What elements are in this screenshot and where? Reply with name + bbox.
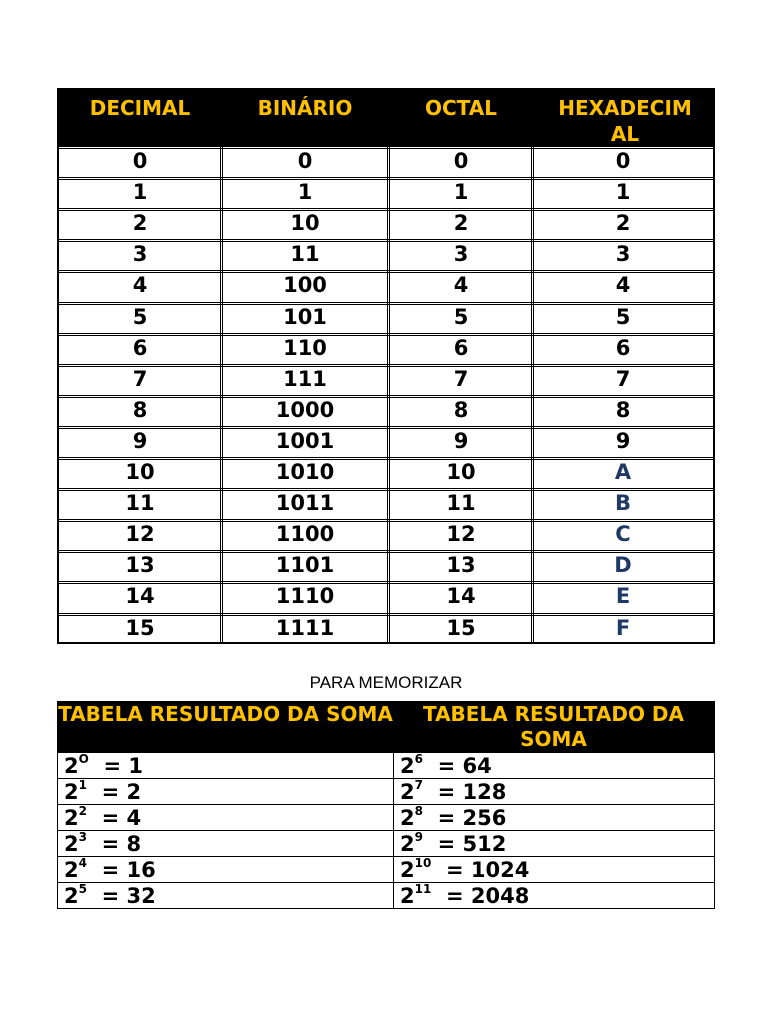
octal-cell: 15 [446, 615, 476, 640]
decimal-cell: 9 [132, 428, 148, 453]
power-base: 2 [64, 806, 79, 830]
table-row [59, 519, 713, 550]
table-row [58, 882, 714, 909]
hex-cell: A [614, 460, 632, 484]
memorize-caption: PARA MEMORIZAR [309, 673, 463, 692]
power-exponent: 1 [78, 778, 87, 792]
powers-header-right: TABELA RESULTADO DA SOMA [422, 702, 684, 751]
hex-cell: D [614, 553, 632, 578]
decimal-cell: 0 [132, 149, 148, 173]
decimal-cell: 13 [125, 553, 155, 578]
power-exponent: 7 [414, 778, 423, 792]
decimal-cell: 14 [125, 584, 155, 609]
binary-cell: 1 [297, 180, 313, 205]
power-result: = 16 [101, 858, 156, 882]
conversion-table-header [59, 90, 713, 146]
hex-cell: B [614, 491, 631, 516]
header-hexadecimal: HEXADECIM AL [558, 96, 692, 146]
table-row [59, 613, 713, 644]
power-result: = 512 [437, 832, 507, 856]
binary-cell: 1110 [275, 584, 335, 609]
binary-cell: 1111 [275, 615, 335, 640]
hex-cell: 0 [615, 149, 631, 173]
decimal-cell: 12 [125, 522, 155, 547]
power-base: 2 [400, 832, 415, 856]
power-cell [64, 857, 156, 883]
table-row [59, 270, 713, 301]
power-cell [64, 831, 141, 857]
hex-cell: 2 [615, 211, 631, 236]
binary-cell: 111 [283, 366, 327, 391]
hex-cell: 8 [615, 397, 631, 422]
octal-cell: 14 [446, 584, 476, 609]
decimal-cell: 7 [132, 366, 148, 391]
table-row [59, 550, 713, 581]
power-exponent: 9 [414, 830, 423, 844]
decimal-cell: 15 [125, 615, 155, 640]
table-row [59, 239, 713, 270]
octal-cell: 3 [453, 242, 469, 267]
octal-cell: 8 [453, 397, 469, 422]
binary-cell: 101 [283, 304, 327, 329]
decimal-cell: 1 [132, 180, 148, 205]
power-base: 2 [64, 832, 79, 856]
power-cell [64, 753, 143, 779]
power-result: = 2048 [445, 884, 530, 908]
decimal-cell: 3 [132, 242, 148, 267]
conversion-table [57, 88, 715, 644]
power-exponent: 11 [414, 882, 432, 896]
power-base: 2 [400, 780, 415, 804]
binary-cell: 1010 [275, 460, 335, 484]
powers-header-left: TABELA RESULTADO DA SOMA [58, 702, 393, 726]
binary-cell: 1100 [275, 522, 335, 547]
power-base: 2 [64, 858, 79, 882]
power-base: 2 [64, 754, 79, 778]
power-exponent: 2 [78, 804, 87, 818]
power-exponent: 5 [78, 882, 87, 896]
octal-cell: 1 [453, 180, 469, 205]
binary-cell: 1000 [275, 397, 335, 422]
decimal-cell: 11 [125, 491, 155, 516]
power-base: 2 [400, 806, 415, 830]
binary-cell: 100 [283, 273, 327, 298]
table-row [58, 830, 714, 857]
power-cell [400, 883, 529, 909]
hex-cell: 9 [615, 428, 631, 453]
hex-cell: 5 [615, 304, 631, 329]
power-exponent: 10 [414, 856, 432, 870]
power-exponent: 6 [414, 752, 423, 766]
power-result: = 8 [101, 832, 142, 856]
table-row [59, 457, 713, 488]
decimal-cell: 8 [132, 397, 148, 422]
table-row [59, 302, 713, 333]
decimal-cell: 5 [132, 304, 148, 329]
table-row [58, 856, 714, 883]
octal-cell: 4 [453, 273, 469, 298]
binary-cell: 1001 [275, 428, 335, 453]
table-row [58, 778, 714, 805]
power-result: = 256 [437, 806, 507, 830]
power-base: 2 [400, 884, 415, 908]
octal-cell: 6 [453, 335, 469, 360]
decimal-cell: 2 [132, 211, 148, 236]
column-divider [387, 146, 390, 642]
table-row [59, 177, 713, 208]
power-cell [400, 805, 506, 831]
power-result: = 4 [101, 806, 142, 830]
power-base: 2 [400, 754, 415, 778]
powers-table-header [58, 702, 714, 752]
table-row [59, 395, 713, 426]
power-cell [400, 831, 506, 857]
hex-cell: 7 [615, 366, 631, 391]
power-cell [64, 883, 156, 909]
octal-cell: 5 [453, 304, 469, 329]
octal-cell: 9 [453, 428, 469, 453]
power-cell [64, 805, 141, 831]
binary-cell: 11 [290, 242, 320, 267]
binary-cell: 1011 [275, 491, 335, 516]
power-base: 2 [400, 858, 415, 882]
table-row [58, 752, 714, 779]
power-base: 2 [64, 884, 79, 908]
power-result: = 128 [437, 780, 507, 804]
decimal-cell: 10 [125, 460, 155, 484]
hex-cell: C [615, 522, 631, 547]
octal-cell: 12 [446, 522, 476, 547]
decimal-cell: 4 [132, 273, 148, 298]
power-exponent: 3 [78, 830, 87, 844]
table-row [59, 488, 713, 519]
header-octal: OCTAL [425, 96, 497, 120]
power-exponent: 4 [78, 856, 87, 870]
power-cell [400, 779, 506, 805]
power-result: = 64 [437, 754, 492, 778]
table-row [59, 581, 713, 612]
binary-cell: 10 [290, 211, 320, 236]
decimal-cell: 6 [132, 335, 148, 360]
power-cell [64, 779, 141, 805]
column-divider [531, 146, 534, 642]
table-row [59, 426, 713, 457]
column-divider [220, 146, 223, 642]
octal-cell: 13 [446, 553, 476, 578]
header-binary: BINÁRIO [257, 96, 353, 120]
powers-column-divider [393, 702, 394, 908]
power-result: = 1 [103, 754, 143, 778]
power-exponent: O [78, 752, 89, 766]
header-decimal: DECIMAL [89, 96, 191, 120]
table-row [59, 208, 713, 239]
octal-cell: 0 [453, 149, 469, 173]
power-result: = 1024 [445, 858, 530, 882]
power-cell [400, 753, 492, 779]
power-cell [400, 857, 529, 883]
power-base: 2 [64, 780, 79, 804]
table-row [59, 333, 713, 364]
hex-cell: 4 [615, 273, 631, 298]
octal-cell: 11 [446, 491, 476, 516]
table-row [59, 364, 713, 395]
hex-cell: 3 [615, 242, 631, 267]
binary-cell: 110 [283, 335, 327, 360]
binary-cell: 0 [297, 149, 313, 173]
octal-cell: 10 [446, 460, 476, 484]
power-result: = 32 [101, 884, 156, 908]
table-row [59, 146, 713, 177]
powers-table [57, 701, 715, 909]
power-result: = 2 [101, 780, 142, 804]
hex-cell: F [615, 615, 631, 640]
octal-cell: 7 [453, 366, 469, 391]
power-exponent: 8 [414, 804, 423, 818]
binary-cell: 1101 [275, 553, 335, 578]
octal-cell: 2 [453, 211, 469, 236]
hex-cell: E [615, 584, 631, 609]
table-row [58, 804, 714, 831]
hex-cell: 6 [615, 335, 631, 360]
hex-cell: 1 [615, 180, 631, 205]
